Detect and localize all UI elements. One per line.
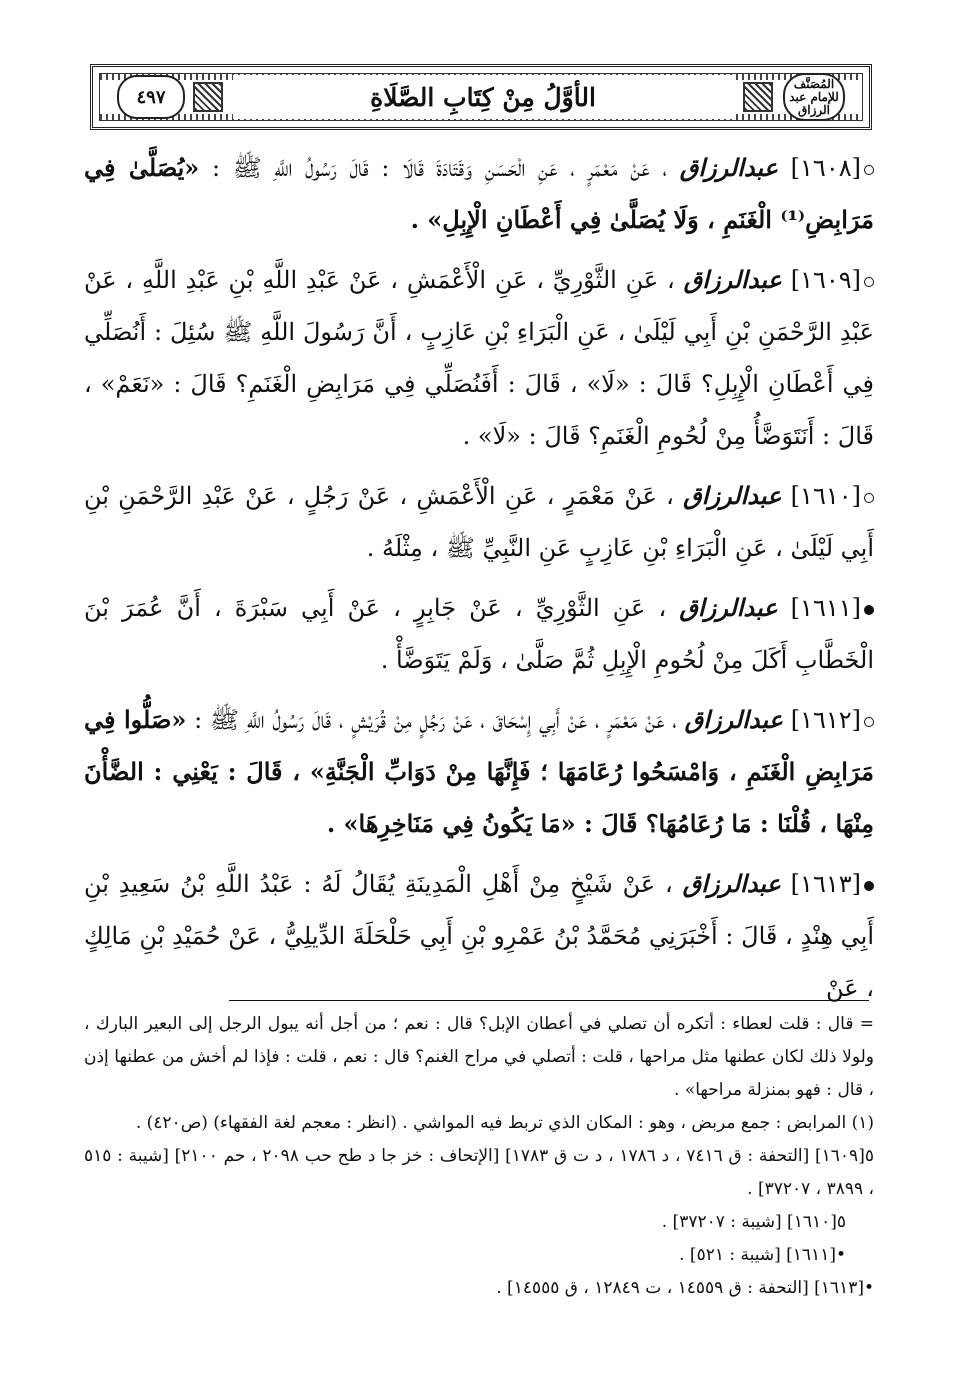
open-circle-icon	[864, 493, 874, 503]
hadith-1608: [١٦٠٨] عبدالرزاق ، عَنْ مَعْمَرٍ ، عَنِ الْحَسَنِ وَقَتَادَةَ قَالَا : قَالَ رَسُولُ اللَّهِ ﷺ : «يُصَلَّىٰ فِي مَرَابِضِ⁽¹⁾ الْغَنَمِ ، وَلَا يُصَلَّىٰ فِي أَعْطَانِ الْإِبِلِ» .	[84, 153, 874, 234]
page-number: ٤٩٧	[117, 75, 185, 119]
page-header	[90, 64, 872, 130]
footnote-divider	[229, 1000, 869, 1001]
takhrij-1610: ٥[١٦١٠] [شيبة : ٣٧٢٠٧] .	[661, 1212, 846, 1232]
footnote-1: (١) المرابض : جمع مربض ، وهو : المكان الذي تربط فيه المواشي . (انظر : معجم لغة الفقهاء) (ص٤٢٠) .	[135, 1113, 874, 1133]
ornament-knot-icon	[193, 82, 223, 112]
open-circle-icon	[864, 717, 874, 727]
footnotes	[84, 1008, 874, 1305]
hadith-1612: [١٦١٢] عبدالرزاق ، عَنْ مَعْمَرٍ ، عَنْ أَبِي إِسْحَاقَ ، عَنْ رَجُلٍ مِنْ قُرَيْشٍ ، قَالَ رَسُولُ اللَّهِ ﷺ : «صَلُّوا فِي مَرَابِضِ الْغَنَمِ ، وَامْسَحُوا رُعَامَهَا ؛ فَإِنَّهَا مِنْ دَوَابِّ الْجَنَّةِ» ، قَالَ : يَعْنِي : الضَّأْنَ مِنْهَا ، قُلْنَا : مَا رُعَامُهَا؟ قَالَ : «مَا يَكُونُ فِي مَنَاخِرِهَا» .	[84, 705, 874, 838]
takhrij-1613: •[١٦١٣] [التحفة : ق ١٤٥٥٩ ، ت ١٢٨٤٩ ، ق ١٤٥٥٥] .	[496, 1278, 874, 1298]
main-text	[84, 142, 874, 1022]
hadith-1613: [١٦١٣] عبدالرزاق ، عَنْ شَيْخٍ مِنْ أَهْلِ الْمَدِينَةِ يُقَالُ لَهُ : عَبْدُ اللَّهِ بْنُ سَعِيدِ بْنِ أَبِي هِنْدٍ ، قَالَ : أَخْبَرَنِي مُحَمَّدُ بْنُ عَمْرِو بْنِ أَبِي حَلْحَلَةَ الدِّيلِيُّ ، عَنْ حُمَيْدِ بْنِ مَالِكٍ ، عَنْ	[84, 869, 874, 1002]
hadith-1611: [١٦١١] عبدالرزاق ، عَنِ الثَّوْرِيِّ ، عَنْ جَابِرٍ ، عَنْ أَبِي سَبْرَةَ ، أَنَّ عُمَرَ بْنَ الْخَطَّابِ أَكَلَ مِنْ لُحُومِ الْإِبِلِ ثُمَّ صَلَّىٰ ، وَلَمْ يَتَوَضَّأْ .	[84, 593, 874, 674]
open-circle-icon	[864, 165, 874, 175]
book-logo	[783, 73, 845, 121]
open-circle-icon	[864, 277, 874, 287]
takhrij-1609: ٥[١٦٠٩] [التحفة : ق ٧٤١٦ ، د ١٧٨٦ ، د ت ق ١٧٨٣] [الإتحاف : خز جا د طح حب ٢٠٩٨ ، حم ٢١٠٠] [شيبة : ٥١٥ ، ٣٨٩٩ ، ٣٧٢٠٧] .	[84, 1146, 874, 1199]
ornament-knot-icon	[743, 82, 773, 112]
filled-circle-icon	[864, 605, 874, 615]
hadith-1610: [١٦١٠] عبدالرزاق ، عَنْ مَعْمَرٍ ، عَنِ الْأَعْمَشِ ، عَنْ رَجُلٍ ، عَنْ عَبْدِ الرَّحْمَنِ بْنِ أَبِي لَيْلَىٰ ، عَنِ الْبَرَاءِ بْنِ عَازِبٍ عَنِ النَّبِيِّ ﷺ ، مِثْلَهُ .	[84, 481, 874, 562]
takhrij-1611: •[١٦١١] [شيبة : ٥٢١] .	[679, 1245, 846, 1265]
filled-circle-icon	[864, 881, 874, 891]
footnote-continuation: = قال : قلت لعطاء : أتكره أن تصلي في أعطان الإبل؟ قال : نعم ؛ من أجل أنه يبول الرجل إلى البعير البارك ، ولولا ذلك لكان عطنها مثل مراحها ، قلت : أتصلي في مراح الغنم؟ قال : نعم ، قلت : فإذا لم أخش من عطنها إذن ، قال : فهو بمنزلة مراحها» .	[84, 1014, 874, 1100]
book-logo-text: المُصَنَّف للإمام عبد الرزاق	[789, 76, 839, 117]
running-title: الأوَّلُ مِنْ كِتَابِ الصَّلَاةِ	[233, 75, 733, 119]
hadith-1609: [١٦٠٩] عبدالرزاق ، عَنِ الثَّوْرِيِّ ، عَنِ الْأَعْمَشِ ، عَنْ عَبْدِ اللَّهِ بْنِ عَبْدِ اللَّهِ ، عَنْ عَبْدِ الرَّحْمَنِ بْنِ أَبِي لَيْلَىٰ ، عَنِ الْبَرَاءِ بْنِ عَازِبٍ ، أَنَّ رَسُولَ اللَّهِ ﷺ سُئِلَ : أَنُصَلِّي فِي أَعْطَانِ الْإِبِلِ؟ قَالَ : «لَا» ، قَالَ : أَفَنُصَلِّي فِي مَرَابِضِ الْغَنَمِ؟ قَالَ : «نَعَمْ» ، قَالَ : أَنَتَوَضَّأُ مِنْ لُحُومِ الْغَنَمِ؟ قَالَ : «لَا» .	[84, 265, 874, 450]
